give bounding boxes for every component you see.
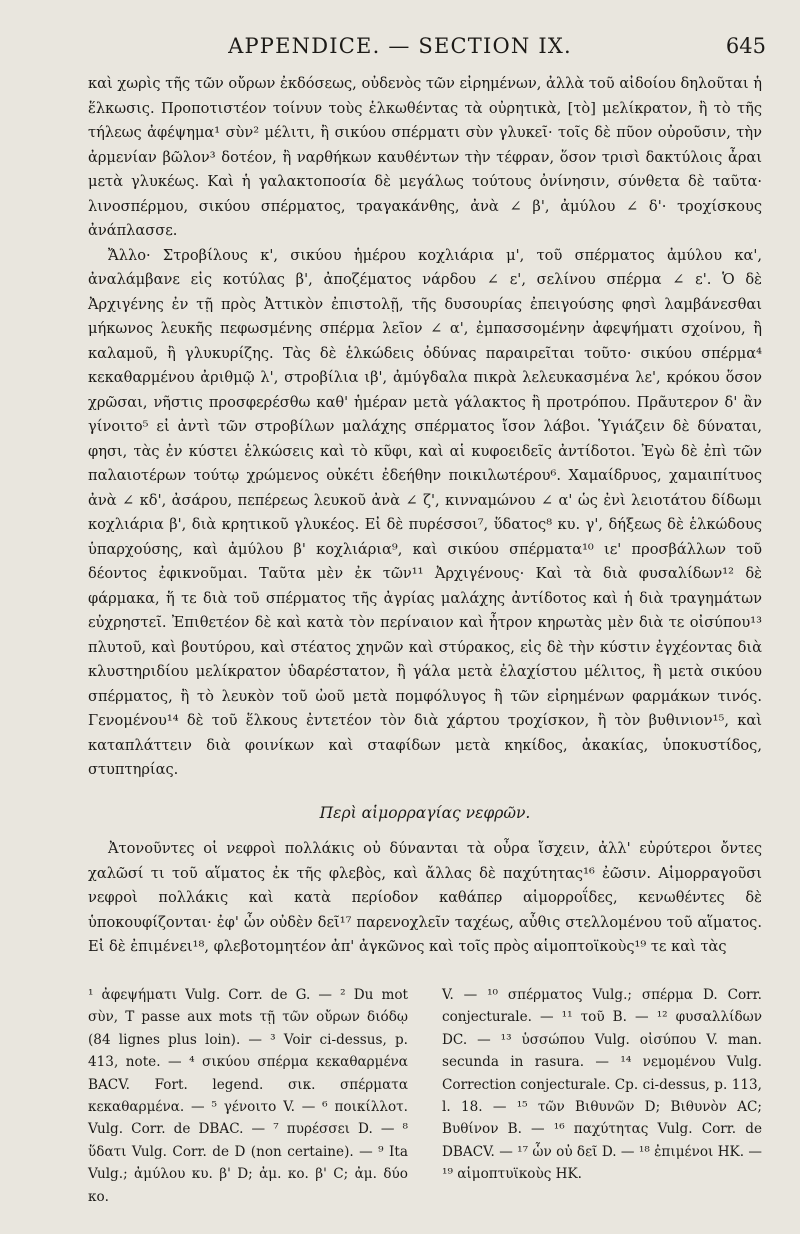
section-heading: Περὶ αἱμορραγίας νεφρῶν. [319,803,531,822]
page-header [0,34,800,64]
paragraph: Ἄλλο· Στροβίλους κ', σικύου ἡμέρου κοχλιάρια μ', τοῦ σπέρματος ἀμύλου κα', ἀναλάμβανε εἰς κοτύλας β', ἀποζέματος νάρδου ∠ ε', σελίνου σπέρμα ∠ ε'. Ὁ δὲ Ἀρχιγένης ἐν τῇ πρὸς Ἀττικὸν ἐπιστολῇ, τῆς δυσουρίας ἐπειγούσης φησὶ λαμβάνεσθαι μήκωνος λευκῆς πεφωσμένης σπέρμα λεῖον ∠ α', ἐμπασσομένην ἀφεψήματι σχοίνου, ἢ καλαμοῦ, ἢ γλυκυρίζης. Τὰς δὲ ἑλκώδεις ὀδύνας παραιρεῖται τοῦτο· σικύου σπέρμα⁴ κεκαθαρμένου ἀριθμῷ λ', στροβίλια ιβ', ἀμύγδαλα πικρὰ λελευκασμένα λε', κρόκου ὅσον χρῶσαι, νῆστις προσφερέσθω καθ' ἡμέραν μετὰ γάλακτος ἢ προτρόπου. Πρᾶυτερον δ' ἂν γίνοιτο⁵ εἰ ἀντὶ τῶν στροβίλων μαλάχης σπέρματος ἴσον λάβοι. Ὑγιάζειν δὲ δύναται, φησι, τὰς ἐν κύστει ἑλκώσεις καὶ τὸ κῦφι, καὶ αἱ κυφοειδεῖς ἀντίδοτοι. Ἐγὼ δὲ ἐπὶ τῶν παλαιοτέρων τούτῳ χρώμενος οὐκέτι ἐδεήθην ποικιλωτέρου⁶. Χαμαίδρυος, χαμαιπίτυος ἀνὰ ∠ κδ', ἀσάρου, πεπέρεως λευκοῦ ἀνὰ ∠ ζ', κινναμώνου ∠ α' ὡς ἐνὶ λειοτάτου δίδωμι κοχλιάρια β', διὰ κρητικοῦ γλυκέος. Εἰ δὲ πυρέσσοι⁷, ὕδατος⁸ κυ. γ', δήξεως δὲ ἑλκώδους ὑπαρχούσης, καὶ ἀμύλου β' κοχλιάρια⁹, καὶ σικύου σπέρματα¹⁰ ιε' προσβάλλων τοῦ δέοντος ἐφικνοῦμαι. Ταῦτα μὲν ἐκ τῶν¹¹ Ἀρχιγένους· Καὶ τὰ διὰ φυσαλίδων¹² δὲ φάρμακα, ἥ τε διὰ τοῦ σπέρματος τῆς ἀγρίας μαλάχης ἀντίδοτος καὶ ἡ διὰ τραγημάτων εὐχρηστεῖ. Ἐπιθετέον δὲ καὶ κατὰ τὸν περίναιον καὶ ἦτρον κηρωτὰς μὲν διὰ τε οἰσύπου¹³ πλυτοῦ, καὶ βουτύρου, καὶ στέατος χηνῶν καὶ στύρακος, εἰς δὲ τὴν κύστιν ἐγχέοντας διὰ κλυστηριδίου μελίκρατον ὑδαρέστατον, ἢ γάλα μετὰ ἐλαχίστου μέλιτος, ἢ μετὰ σικύου σπέρματος, ἢ τὸ λευκὸν τοῦ ὠοῦ μετὰ πομφόλυγος ἢ τῶν εἰρημένων φαρμάκων τινός. Γενομένου¹⁴ δὲ τοῦ ἕλκους ἐντετέον τὸν διὰ χάρτου τροχίσκον, ἢ τὸν βυθινιον¹⁵, καὶ καταπλάττειν διὰ φοινίκων καὶ σταφίδων μετὰ κηκίδος, ἀκακίας, ὑποκυστίδος, στυπτηρίας. [88,246,762,778]
page-number: 645 [725,34,766,58]
running-title: APPENDICE. — SECTION IX. [228,34,572,58]
main-text [88,72,762,960]
paragraph: καὶ χωρὶς τῆς τῶν οὔρων ἐκδόσεως, οὐδενὸς τῶν εἰρημένων, ἀλλὰ τοῦ αἰδοίου δηλοῦται ἡ ἕλκωσις. Προποτιστέον τοίνυν τοὺς ἑλκωθέντας τὰ οὐρητικὰ, [τὸ] μελίκρατον, ἢ τὸ τῆς τήλεως ἀφέψημα¹ σὺν² μέλιτι, ἢ σικύου σπέρματι σὺν γλυκεῖ· τοῖς δὲ πῦον οὐροῦσιν, τὴν ἀρμενίαν βῶλον³ δοτέον, ἢ ναρθήκων καυθέντων τὴν τέφραν, ὅσον τρισὶ δακτύλοις ἆραι μετὰ γλυκέως. Καὶ ἡ γαλακτοποσία δὲ μεγάλως τούτους ὀνίνησιν, σύνθετα δὲ ταῦτα· λινοσπέρμου, σικύου σπέρματος, τραγακάνθης, ἀνὰ ∠ β', ἀμύλου ∠ δ'· τροχίσκους ἀνάπλασσε. [88,75,762,239]
footnotes-left-column: ¹ ἀφεψήματι Vulg. Corr. de G. — ² Du mot σὺν, T passe aux mots τῇ τῶν οὔρων διόδῳ (84 lignes plus loin). — ³ Voir ci-dessus, p. 413, note. — ⁴ σικύου σπέρμα κεκαθαρμένα BACV. Fort. legend. σικ. σπέρματα κεκαθαρμένα. — ⁵ γένοιτο V. — ⁶ ποικίλλοτ. Vulg. Corr. de DBAC. — ⁷ πυρέσσει D. — ⁸ ὕδατι Vulg. Corr. de D (non certaine). — ⁹ Ita Vulg.; ἀμύλου κυ. β' D; ἀμ. κο. β' C; ἀμ. δύο κο. [88,987,408,1205]
paragraph: Ἀτονοῦντες οἱ νεφροὶ πολλάκις οὐ δύνανται τὰ οὖρα ἴσχειν, ἀλλ' εὐρύτεροι ὄντες χαλῶσί τι τοῦ αἵματος ἐκ τῆς φλεβὸς, καὶ ἄλλας δὲ παχύτητας¹⁶ ἐῶσιν. Αἱμορραγοῦσι νεφροὶ πολλάκις καὶ κατὰ περίοδον καθάπερ αἱμορροΐδες, κενωθέντες δὲ ὑποκουφίζονται· ἐφ' ὧν οὐδὲν δεῖ¹⁷ παρενοχλεῖν ταχέως, αὖθις στελλομένου τοῦ αἵματος. Εἰ δὲ ἐπιμένει¹⁸, φλεβοτομητέον ἀπ' ἀγκῶνος καὶ τοῖς πρὸς αἱμοπτοϊκοὺς¹⁹ τε καὶ τὰς [88,840,762,955]
footnotes-right-column: V. — ¹⁰ σπέρματος Vulg.; σπέρμα D. Corr. conjecturale. — ¹¹ τοῦ B. — ¹² φυσαλλίδων DC. — ¹³ ὑσσώπου Vulg. οἰσύπου V. man. secunda in rasura. — ¹⁴ νεμομένου Vulg. Correction conjecturale. Cp. ci-dessus, p. 113, l. 18. — ¹⁵ τῶν Βιθυνῶν D; Βιθυνὸν AC; Βυθίνον B. — ¹⁶ παχύτητας Vulg. Corr. de DBACV. — ¹⁷ ὧν οὐ δεῖ D. — ¹⁸ ἐπιμένοι HK. — ¹⁹ αἱμοπτυϊκοὺς HK. [442,987,762,1183]
footnotes [88,984,762,1208]
